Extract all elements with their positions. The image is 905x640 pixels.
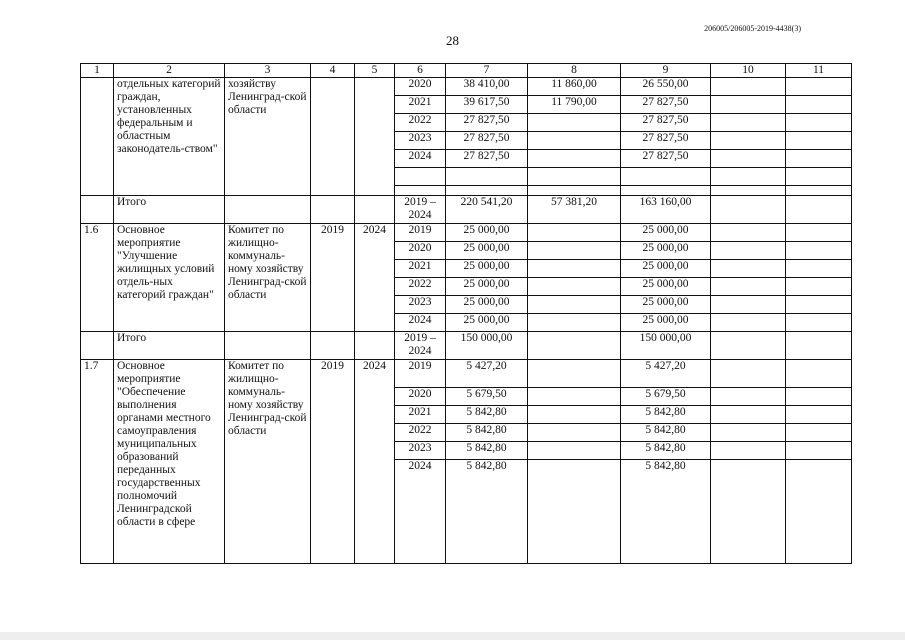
regional-cell: 150 000,00 [621, 332, 711, 360]
col10-cell [711, 242, 786, 260]
total-cell: 27 827,50 [446, 150, 528, 168]
col10-cell [711, 186, 786, 196]
federal-cell [528, 168, 621, 186]
col10-cell [711, 260, 786, 278]
col10-cell [711, 96, 786, 114]
total-cell: 27 827,50 [446, 114, 528, 132]
col11-cell [786, 360, 852, 388]
col10-cell [711, 78, 786, 96]
col10-cell [711, 224, 786, 242]
federal-cell [528, 442, 621, 460]
total-cell: 150 000,00 [446, 332, 528, 360]
federal-cell [528, 406, 621, 424]
regional-cell [621, 186, 711, 196]
col11-cell [786, 186, 852, 196]
col11-cell [786, 296, 852, 314]
year-cell [395, 168, 446, 186]
total-cell: 5 427,20 [446, 360, 528, 388]
col11-cell [786, 442, 852, 460]
total-cell: 5 679,50 [446, 388, 528, 406]
item-end-year: 2024 [355, 360, 395, 564]
item-start-year [311, 78, 355, 196]
year-cell: 2019 [395, 224, 446, 242]
column-header: 7 [446, 64, 528, 78]
item-executor: Комитет по жилищно-коммуналь-ному хозяйству Ленинград-ской области [225, 360, 311, 564]
regional-cell [621, 168, 711, 186]
table-row [81, 224, 852, 242]
year-cell: 2023 [395, 296, 446, 314]
itogo-row [81, 196, 852, 224]
item-name: отдельных категорий граждан, установленных федеральным и областным законодатель-ством" [114, 78, 225, 196]
year-cell: 2023 [395, 132, 446, 150]
item-number: 1.7 [81, 360, 114, 564]
federal-cell [528, 332, 621, 360]
year-cell: 2022 [395, 278, 446, 296]
total-cell: 5 842,80 [446, 442, 528, 460]
col10-cell [711, 296, 786, 314]
total-cell: 25 000,00 [446, 296, 528, 314]
regional-cell: 25 000,00 [621, 260, 711, 278]
item-start-year [311, 196, 355, 224]
item-executor: Комитет по жилищно-коммуналь-ному хозяйству Ленинград-ской области [225, 224, 311, 332]
regional-cell: 25 000,00 [621, 278, 711, 296]
col10-cell [711, 424, 786, 442]
col11-cell [786, 168, 852, 186]
year-cell: 2019 [395, 360, 446, 388]
col11-cell [786, 260, 852, 278]
federal-cell [528, 242, 621, 260]
year-cell: 2023 [395, 442, 446, 460]
item-start-year: 2019 [311, 224, 355, 332]
item-end-year [355, 78, 395, 196]
total-cell: 27 827,50 [446, 132, 528, 150]
column-header: 10 [711, 64, 786, 78]
regional-cell: 5 842,80 [621, 460, 711, 564]
col10-cell [711, 278, 786, 296]
col11-cell [786, 460, 852, 564]
item-number [81, 78, 114, 196]
page-number: 28 [446, 33, 459, 48]
col10-cell [711, 406, 786, 424]
col11-cell [786, 150, 852, 168]
year-cell: 2021 [395, 260, 446, 278]
total-cell: 39 617,50 [446, 96, 528, 114]
total-cell [446, 186, 528, 196]
col11-cell [786, 424, 852, 442]
year-cell: 2024 [395, 314, 446, 332]
year-cell: 2022 [395, 424, 446, 442]
col10-cell [711, 442, 786, 460]
federal-cell [528, 224, 621, 242]
col10-cell [711, 332, 786, 360]
year-cell: 2024 [395, 150, 446, 168]
page-bottom-edge [0, 632, 905, 640]
federal-cell: 57 381,20 [528, 196, 621, 224]
total-cell: 25 000,00 [446, 278, 528, 296]
item-end-year [355, 332, 395, 360]
column-header: 8 [528, 64, 621, 78]
col11-cell [786, 278, 852, 296]
header-row [81, 64, 852, 78]
federal-cell [528, 296, 621, 314]
federal-cell: 11 790,00 [528, 96, 621, 114]
federal-cell [528, 260, 621, 278]
itogo-row [81, 332, 852, 360]
total-cell: 220 541,20 [446, 196, 528, 224]
column-header: 2 [114, 64, 225, 78]
regional-cell: 27 827,50 [621, 114, 711, 132]
total-cell: 25 000,00 [446, 224, 528, 242]
total-cell: 5 842,80 [446, 460, 528, 564]
item-start-year: 2019 [311, 360, 355, 564]
total-cell: 25 000,00 [446, 314, 528, 332]
item-name: Основное мероприятие "Улучшение жилищных условий отдель-ных категорий граждан" [114, 224, 225, 332]
year-cell: 2021 [395, 406, 446, 424]
col10-cell [711, 114, 786, 132]
table-row [81, 78, 852, 96]
item-name: Основное мероприятие "Обеспечение выполнения органами местного самоуправления муниципальных образований переданных государственных полномочий Ленинградской области в сфере [114, 360, 225, 564]
item-end-year [355, 196, 395, 224]
col11-cell [786, 96, 852, 114]
regional-cell: 26 550,00 [621, 78, 711, 96]
regional-cell: 5 679,50 [621, 388, 711, 406]
total-cell: 38 410,00 [446, 78, 528, 96]
total-cell: 25 000,00 [446, 260, 528, 278]
col10-cell [711, 168, 786, 186]
col11-cell [786, 388, 852, 406]
col10-cell [711, 460, 786, 564]
col10-cell [711, 132, 786, 150]
regional-cell: 25 000,00 [621, 296, 711, 314]
federal-cell [528, 278, 621, 296]
column-header: 4 [311, 64, 355, 78]
col11-cell [786, 78, 852, 96]
federal-cell [528, 132, 621, 150]
table-row [81, 360, 852, 388]
col11-cell [786, 332, 852, 360]
total-cell [446, 168, 528, 186]
total-cell: 5 842,80 [446, 406, 528, 424]
regional-cell: 5 842,80 [621, 406, 711, 424]
total-cell: 25 000,00 [446, 242, 528, 260]
col11-cell [786, 224, 852, 242]
item-executor [225, 332, 311, 360]
federal-cell [528, 314, 621, 332]
federal-cell [528, 388, 621, 406]
year-cell: 2020 [395, 78, 446, 96]
year-cell: 2021 [395, 96, 446, 114]
col11-cell [786, 406, 852, 424]
item-executor: хозяйству Ленинград-ской области [225, 78, 311, 196]
regional-cell: 163 160,00 [621, 196, 711, 224]
regional-cell: 5 427,20 [621, 360, 711, 388]
year-cell [395, 186, 446, 196]
column-header: 5 [355, 64, 395, 78]
year-cell: 2019 – 2024 [395, 332, 446, 360]
column-header: 11 [786, 64, 852, 78]
col11-cell [786, 132, 852, 150]
item-executor [225, 196, 311, 224]
federal-cell [528, 114, 621, 132]
regional-cell: 5 842,80 [621, 424, 711, 442]
column-header: 9 [621, 64, 711, 78]
federal-cell: 11 860,00 [528, 78, 621, 96]
document-id: 206005/206005-2019-4438(3) [704, 24, 801, 33]
regional-cell: 25 000,00 [621, 224, 711, 242]
col10-cell [711, 388, 786, 406]
column-header: 1 [81, 64, 114, 78]
federal-cell [528, 460, 621, 564]
year-cell: 2019 – 2024 [395, 196, 446, 224]
item-number: 1.6 [81, 224, 114, 332]
budget-table [80, 63, 852, 564]
item-start-year [311, 332, 355, 360]
regional-cell: 25 000,00 [621, 242, 711, 260]
itogo-label: Итого [114, 196, 225, 224]
item-end-year: 2024 [355, 224, 395, 332]
col11-cell [786, 314, 852, 332]
regional-cell: 27 827,50 [621, 96, 711, 114]
year-cell: 2020 [395, 388, 446, 406]
col11-cell [786, 114, 852, 132]
federal-cell [528, 186, 621, 196]
regional-cell: 25 000,00 [621, 314, 711, 332]
year-cell: 2022 [395, 114, 446, 132]
regional-cell: 27 827,50 [621, 132, 711, 150]
item-number [81, 196, 114, 224]
federal-cell [528, 150, 621, 168]
regional-cell: 27 827,50 [621, 150, 711, 168]
col11-cell [786, 196, 852, 224]
federal-cell [528, 424, 621, 442]
item-number [81, 332, 114, 360]
year-cell: 2020 [395, 242, 446, 260]
col11-cell [786, 242, 852, 260]
year-cell: 2024 [395, 460, 446, 564]
regional-cell: 5 842,80 [621, 442, 711, 460]
col10-cell [711, 314, 786, 332]
column-header: 3 [225, 64, 311, 78]
itogo-label: Итого [114, 332, 225, 360]
column-header: 6 [395, 64, 446, 78]
federal-cell [528, 360, 621, 388]
total-cell: 5 842,80 [446, 424, 528, 442]
col10-cell [711, 360, 786, 388]
col10-cell [711, 196, 786, 224]
col10-cell [711, 150, 786, 168]
